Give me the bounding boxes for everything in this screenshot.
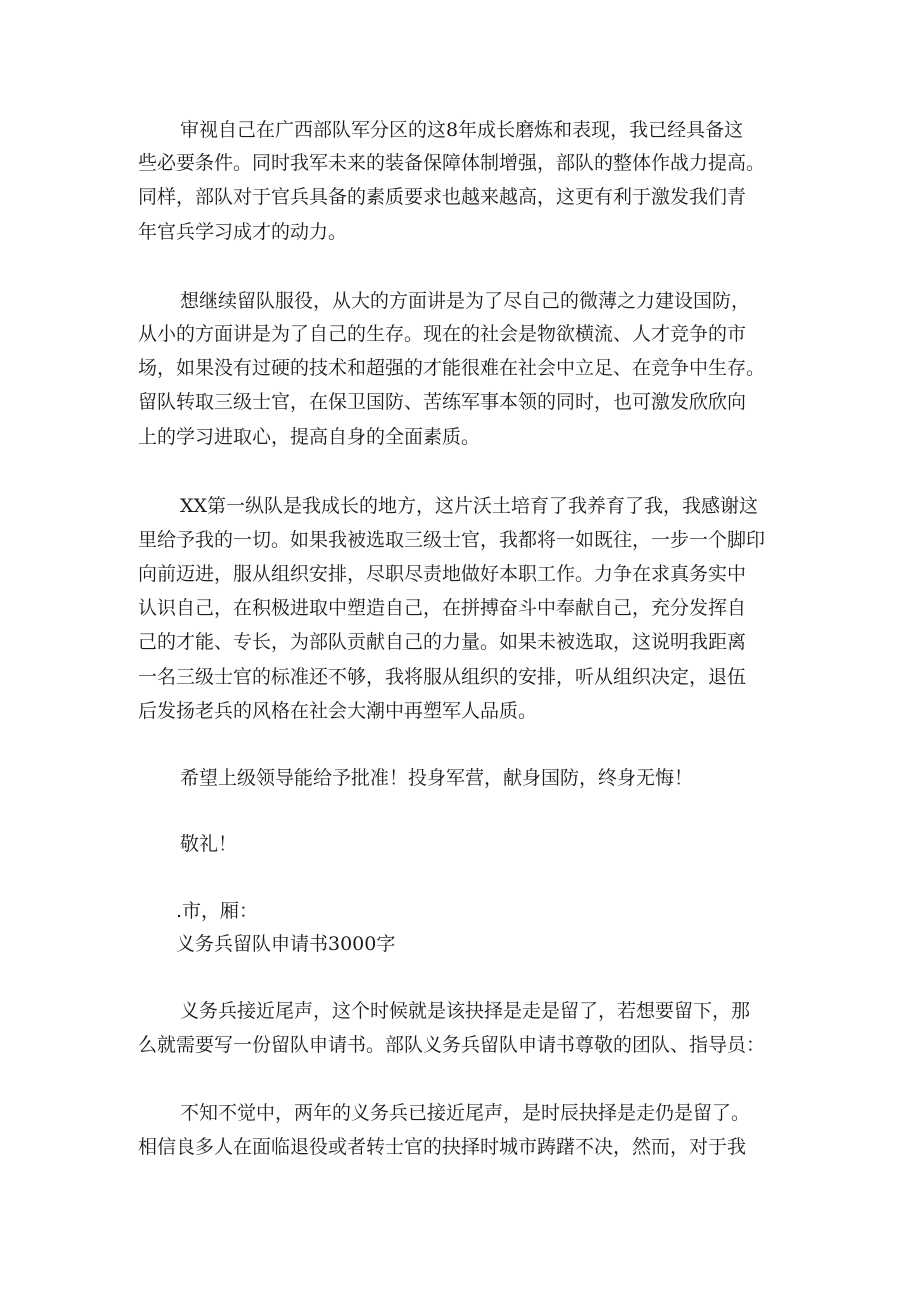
paragraph-2-line-3: 场，如果没有过硬的技术和超强的才能很难在社会中立足、在竞争中生存。	[138, 357, 766, 379]
paragraph-1-line-1: 审视自己在广西部队军分区的这8年成长磨炼和表现，我已经具备这	[180, 119, 744, 141]
paragraph-3-line-7: 后发扬老兵的风格在社会大潮中再塑军人品质。	[138, 700, 538, 722]
paragraph-6-line-2: 相信良多人在面临退役或者转士官的抉择时城市踌躇不决，然而，对于我	[138, 1136, 747, 1158]
paragraph-1-line-4: 年官兵学习成才的动力。	[138, 221, 348, 243]
paragraph-1-line-3: 同样，部队对于官兵具备的素质要求也越来越高，这更有利于激发我们青	[138, 186, 747, 208]
paragraph-1-line-2: 些必要条件。同时我军未来的装备保障体制增强，部队的整体作战力提高。	[138, 152, 766, 174]
paragraph-5-line-2: 么就需要写一份留队申请书。部队义务兵留队申请书尊敬的团队、指导员：	[138, 1034, 766, 1056]
paragraph-2-line-5: 上的学习进取心，提高自身的全面素质。	[138, 426, 481, 448]
paragraph-3-line-1: XX第一纵队是我成长的地方，这片沃土培育了我养育了我，我感谢这	[180, 495, 759, 517]
paragraph-3-line-3: 向前迈进，服从组织安排，尽职尽责地做好本职工作。力争在求真务实中	[138, 563, 747, 585]
paragraph-2-line-2: 从小的方面讲是为了自己的生存。现在的社会是物欲横流、人才竞争的市	[138, 323, 747, 345]
paragraph-3-line-5: 己的才能、专长，为部队贡献自己的力量。如果未被选取，这说明我距离	[138, 631, 747, 653]
paragraph-2-line-1: 想继续留队服役，从大的方面讲是为了尽自己的微薄之力建设国防，	[180, 290, 751, 312]
paragraph-4: 希望上级领导能给予批准！投身军营，献身国防，终身无悔！	[180, 767, 694, 789]
paragraph-3-line-6: 一名三级士官的标准还不够，我将服从组织的安排，听从组织决定，退伍	[138, 666, 747, 688]
fragment-text: .市，厢：	[176, 900, 259, 922]
paragraph-5-line-1: 义务兵接近尾声，这个时候就是该抉择是走是留了，若想要留下，那	[180, 1000, 751, 1022]
paragraph-3-line-4: 认识自己，在积极进取中塑造自己，在拼搏奋斗中奉献自己，充分发挥自	[138, 597, 747, 619]
paragraph-6-line-1: 不知不觉中，两年的义务兵已接近尾声，是时辰抉择是走仍是留了。	[180, 1102, 751, 1124]
paragraph-3-line-2: 里给予我的一切。如果我被选取三级士官，我都将一如既往，一步一个脚印	[138, 529, 766, 551]
salutation: 敬礼！	[180, 833, 238, 855]
section-title: 义务兵留队申请书3000字	[176, 933, 396, 955]
paragraph-2-line-4: 留队转取三级士官，在保卫国防、苦练军事本领的同时，也可激发欣欣向	[138, 391, 747, 413]
